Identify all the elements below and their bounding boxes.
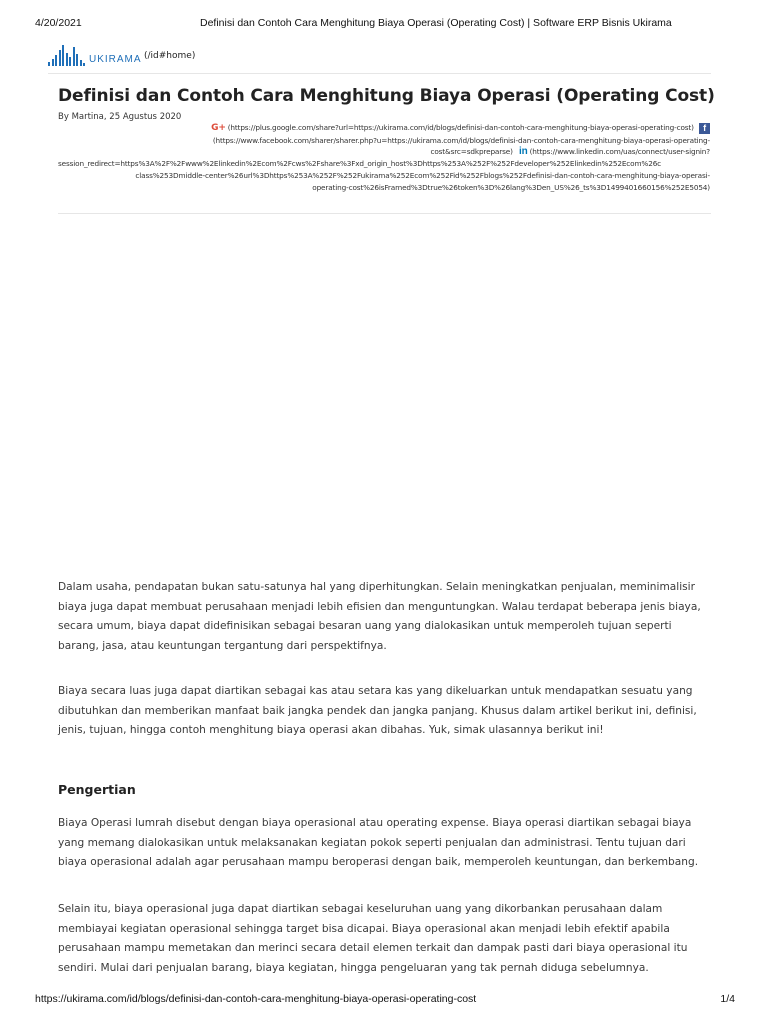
logo-wordmark: UKIRAMA bbox=[89, 54, 142, 65]
page-number: 1/4 bbox=[720, 993, 735, 1005]
facebook-share-url-2[interactable]: cost&src=sdkpreparse) bbox=[430, 147, 513, 157]
linkedin-share-url-2[interactable]: session_redirect=https%3A%2F%2Fwww%2Elinkedin%2Ecom%2Fcws%2Fshare%3Fxd_origin_host%3Dhttps%253A%252F%252Fdeveloper%252Elinkedin%252Ecom%26c bbox=[58, 159, 662, 169]
print-page-title: Definisi dan Contoh Cara Menghitung Biaya Operasi (Operating Cost) | Software ERP Bisnis Ukirama bbox=[200, 17, 672, 29]
paragraph-pengertian-2: Selain itu, biaya operasional juga dapat diartikan sebagai keseluruhan uang yang dikorbankan perusahaan dalam membiayai kegiatan operasional sehingga target bisa dicapai. Biaya operasional akan menjadi lebih efektif apabila perusahaan mampu memetakan dan merinci secara detail elemen terkait dan dampak pasti dari biaya operasional itu sendiri. Mulai dari penjualan barang, biaya kegiatan, hingga pengeluaran yang tak pernah diduga sebelumnya. bbox=[58, 903, 688, 974]
linkedin-icon[interactable]: in bbox=[518, 146, 528, 158]
facebook-icon[interactable]: f bbox=[699, 123, 710, 134]
google-plus-share-link[interactable] bbox=[211, 123, 696, 132]
linkedin-share-url-4[interactable]: operating-cost%26isFramed%3Dtrue%26token%3D%26lang%3Den_US%26_ts%3D1499401660156%252E5054) bbox=[312, 182, 710, 192]
site-header bbox=[48, 44, 196, 68]
section-heading-pengertian: Pengertian bbox=[58, 782, 136, 797]
logo-bars-icon bbox=[48, 44, 85, 66]
share-divider bbox=[58, 213, 711, 214]
ukirama-logo[interactable] bbox=[48, 44, 142, 66]
header-divider bbox=[48, 73, 711, 74]
paragraph-pengertian-1: Biaya Operasi lumrah disebut dengan biaya operasional atau operating expense. Biaya operasi diartikan sebagai biaya yang memang dialokasikan untuk melaksanakan kegiatan pokok seperti penjualan dan administrasi. Tentu tujuan dari biaya operasional adalah agar perusahaan mampu beroperasi dengan baik, memperoleh keuntungan, dan berkembang. bbox=[58, 817, 699, 868]
paragraph-definition: Biaya secara luas juga dapat diartikan sebagai kas atau setara kas yang dikeluarkan untuk mendapatkan sesuatu yang dibutuhkan dan memberikan manfaat baik jangka pendek dan jangka panjang. Khusus dalam artikel berikut ini, definisi, jenis, tujuan, hingga contoh menghitung biaya operasi akan dibahas. Yuk, simak ulasannya berikut ini! bbox=[58, 685, 697, 736]
share-links bbox=[50, 122, 710, 193]
print-date: 4/20/2021 bbox=[35, 17, 82, 29]
article-title: Definisi dan Contoh Cara Menghitung Biaya Operasi (Operating Cost) bbox=[58, 86, 715, 106]
article-byline: By Martina, 25 Agustus 2020 bbox=[58, 112, 182, 122]
facebook-share-url-1[interactable]: (https://www.facebook.com/sharer/sharer.php?u=https://ukirama.com/id/blogs/definisi-dan-contoh-cara-menghitung-biaya-operasi-operating- bbox=[212, 135, 710, 145]
google-plus-icon: G+ bbox=[211, 123, 226, 133]
google-plus-share-url: (https://plus.google.com/share?url=https://ukirama.com/id/blogs/definisi-dan-contoh-cara-menghitung-biaya-operasi-operating-cost) bbox=[227, 123, 694, 132]
linkedin-share-url-3[interactable]: class%253Dmiddle-center%26url%3Dhttps%253A%252F%252Fukirama%252Ecom%252Fid%252Fblogs%252Fdefinisi-dan-contoh-cara-menghitung-biaya-operasi- bbox=[135, 170, 710, 180]
linkedin-share-url-1[interactable]: (https://www.linkedin.com/uas/connect/user-signin? bbox=[529, 147, 710, 157]
print-url: https://ukirama.com/id/blogs/definisi-dan-contoh-cara-menghitung-biaya-operasi-operating-cost bbox=[35, 993, 477, 1005]
paragraph-intro: Dalam usaha, pendapatan bukan satu-satunya hal yang diperhitungkan. Selain meningkatkan penjualan, meminimalisir biaya juga dapat membuat perusahaan menjadi lebih efisien dan menguntungkan. Walau terdapat beberapa jenis biaya, secara umum, biaya dapat didefinisikan sebagai besaran uang yang dialokasikan untuk memperoleh tujuan seperti barang, jasa, atau keuntungan tergantung dari perspektifnya. bbox=[58, 581, 701, 652]
home-link[interactable]: (/id#home) bbox=[144, 51, 196, 61]
